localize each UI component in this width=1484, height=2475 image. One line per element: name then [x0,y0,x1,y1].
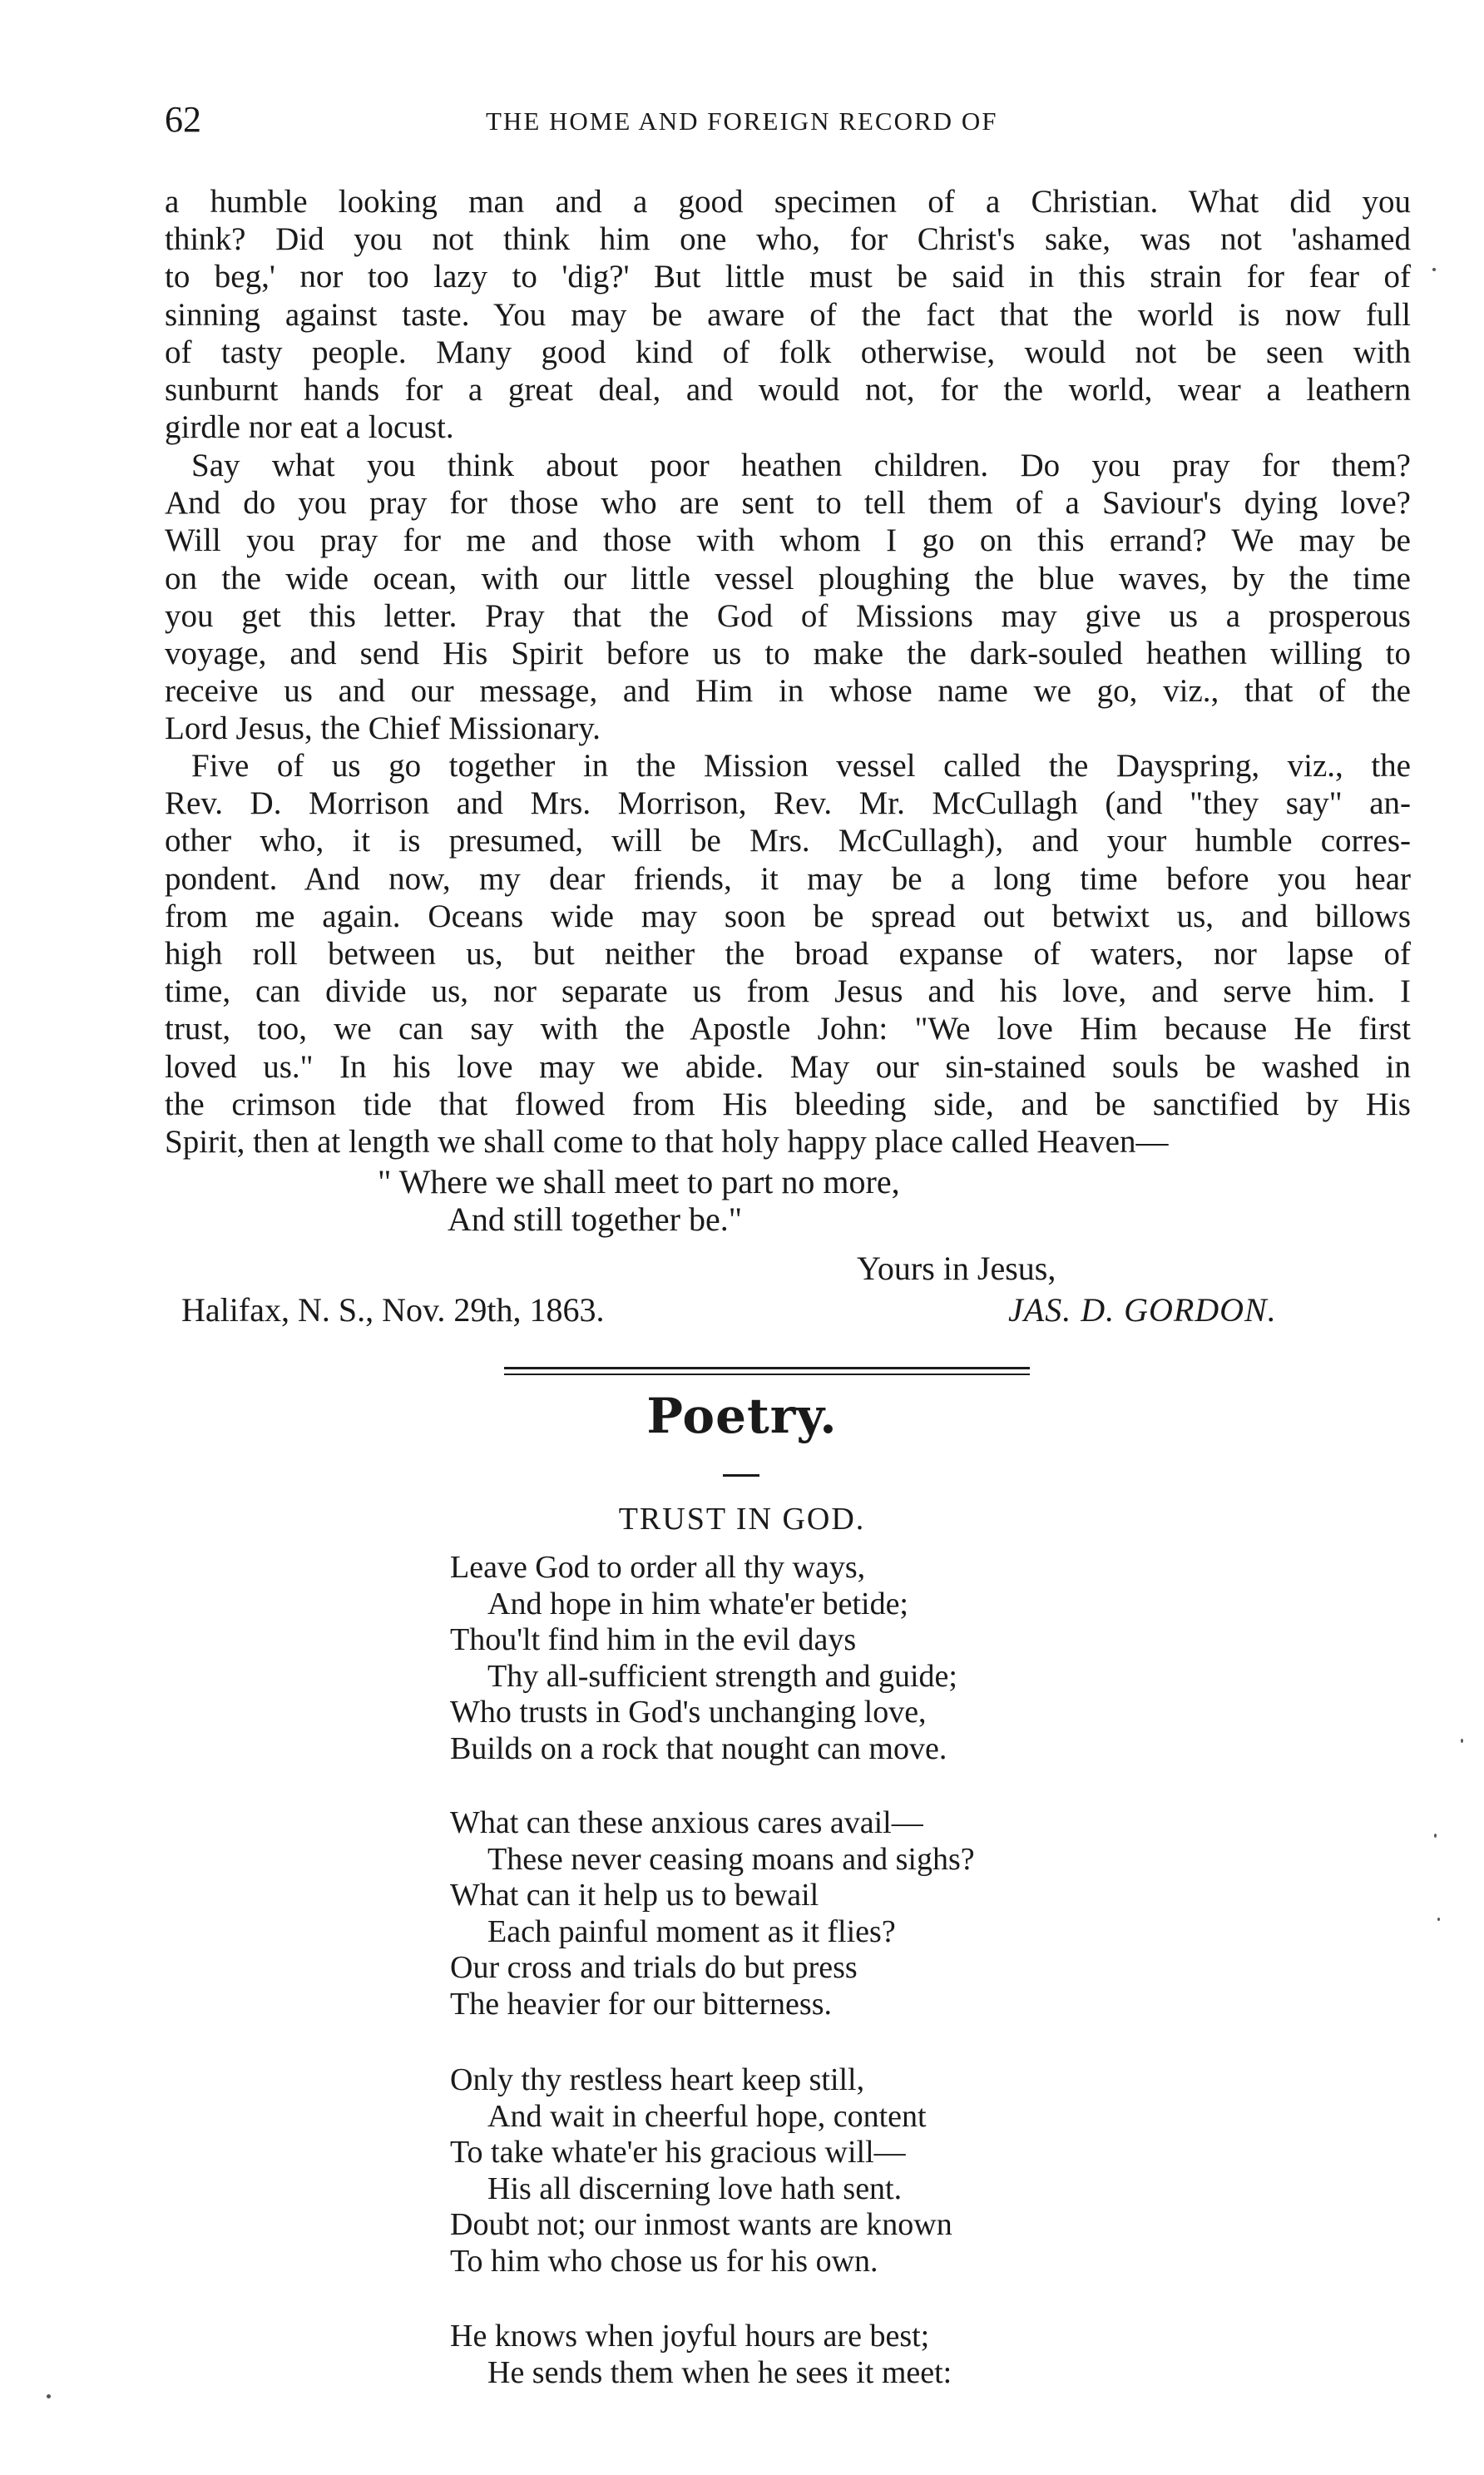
poem-stanza-4 [450,2319,952,2391]
poem-stanza-2 [450,1805,975,2023]
page-number: 62 [165,99,201,140]
poem-line: Each painful moment as it flies? [487,1913,896,1949]
quote-line: " Where we shall meet to part no more, [378,1163,900,1200]
text-line: girdle nor eat a locust. [165,409,454,446]
poem-title: TRUST IN GOD. [618,1502,866,1537]
poem-line: Thou'lt find him in the evil days [450,1622,857,1658]
text-line: from me again. Oceans wide may soon be spread out betwixt us, and billows [165,898,1411,934]
poem-stanza-3 [450,2062,952,2280]
section-divider [504,1374,1030,1375]
text-line: sinning against taste. You may be aware of the fact that the world is now full [165,296,1411,333]
text-line: other who, it is presumed, will be Mrs. McCullagh), and your humble corres- [165,823,1411,859]
text-line: trust, too, we can say with the Apostle John: "We love Him because He first [165,1011,1411,1047]
text-line: the crimson tide that flowed from His bleeding side, and be sanctified by His [165,1086,1411,1122]
text-line: Rev. D. Morrison and Mrs. Morrison, Rev. Mr. McCullagh (and "they say" an- [165,785,1411,822]
letter-paragraph-1 [165,183,1411,446]
print-speck [1437,1918,1440,1921]
print-speck [47,2394,51,2398]
text-line: sunburnt hands for a great deal, and would not, for the world, wear a leathern [165,371,1411,408]
poem-line: And hope in him whate'er betide; [487,1586,908,1621]
text-line: think? Did you not think him one who, for Christ's sake, was not 'ashamed [165,221,1411,258]
poem-line: He sends them when he sees it meet: [487,2354,952,2390]
print-speck [1434,1834,1437,1838]
text-line: on the wide ocean, with our little vessel ploughing the blue waves, by the time [165,560,1411,596]
letter-paragraph-3 [165,747,1411,1161]
text-line: time, can divide us, nor separate us from Jesus and his love, and serve him. I [165,973,1411,1010]
poem-line: His all discerning love hath sent. [487,2171,903,2206]
print-speck [1432,268,1436,271]
poem-line: And wait in cheerful hope, content [487,2098,927,2134]
valediction: Yours in Jesus, [857,1250,1056,1287]
poem-line: Doubt not; our inmost wants are known [450,2207,952,2243]
text-line: you get this letter. Pray that the God of Missions may give us a prosperous [165,597,1411,634]
text-line: Say what you think about poor heathen children. Do you pray for them? [191,448,1411,483]
poem-line: These never ceasing moans and sighs? [487,1841,975,1877]
poem-line: Only thy restless heart keep still, [450,2062,865,2097]
text-line: Spirit, then at length we shall come to that holy happy place called Heaven— [165,1123,1169,1160]
text-line: of tasty people. Many good kind of folk otherwise, would not be seen with [165,334,1411,370]
text-line: receive us and our message, and Him in whose name we go, viz., that of the [165,673,1411,710]
heading-underline [723,1474,759,1477]
text-line: loved us." In his love may we abide. May our sin-stained souls be washed in [165,1048,1411,1085]
running-title: THE HOME AND FOREIGN RECORD OF [486,106,998,136]
text-line: Lord Jesus, the Chief Missionary. [165,710,601,747]
poem-line: Thy all-sufficient strength and guide; [487,1658,957,1694]
signature: JAS. D. GORDON. [1008,1291,1277,1329]
section-heading: Poetry. [646,1388,838,1444]
poem-line: Who trusts in God's unchanging love, [450,1695,927,1730]
poem-line: Builds on a rock that nought can move. [450,1730,947,1766]
text-line: a humble looking man and a good specimen of a Christian. What did you [165,184,1411,220]
poem-line: What can these anxious cares avail— [450,1805,923,1840]
poem-line: What can it help us to bewail [450,1878,819,1913]
text-line: to beg,' nor too lazy to 'dig?' But little must be said in this strain for fear of [165,259,1411,295]
text-line: And do you pray for those who are sent to tell them of a Saviour's dying love? [165,485,1411,522]
poem-line: The heavier for our bitterness. [450,1986,832,2022]
section-divider [504,1367,1030,1369]
letter-paragraph-2 [165,447,1411,748]
poem-line: He knows when joyful hours are best; [450,2319,930,2354]
poem-line: To him who chose us for his own. [450,2243,878,2279]
poem-line: Our cross and trials do but press [450,1950,858,1986]
text-line: Five of us go together in the Mission vessel called the Dayspring, viz., the [191,748,1411,784]
text-line: voyage, and send His Spirit before us to make the dark-souled heathen willing to [165,635,1411,671]
print-speck [1461,1739,1463,1743]
poem-line: Leave God to order all thy ways, [450,1550,866,1585]
quote-line: And still together be." [448,1200,743,1238]
text-line: Will you pray for me and those with whom I go on this errand? We may be [165,522,1411,559]
text-line: pondent. And now, my dear friends, it may be a long time before you hear [165,860,1411,897]
poem-line: To take whate'er his gracious will— [450,2135,906,2171]
text-line: high roll between us, but neither the broad expanse of waters, nor lapse of [165,935,1411,972]
poem-stanza-1 [450,1550,957,1768]
place-date: Halifax, N. S., Nov. 29th, 1863. [181,1291,605,1329]
